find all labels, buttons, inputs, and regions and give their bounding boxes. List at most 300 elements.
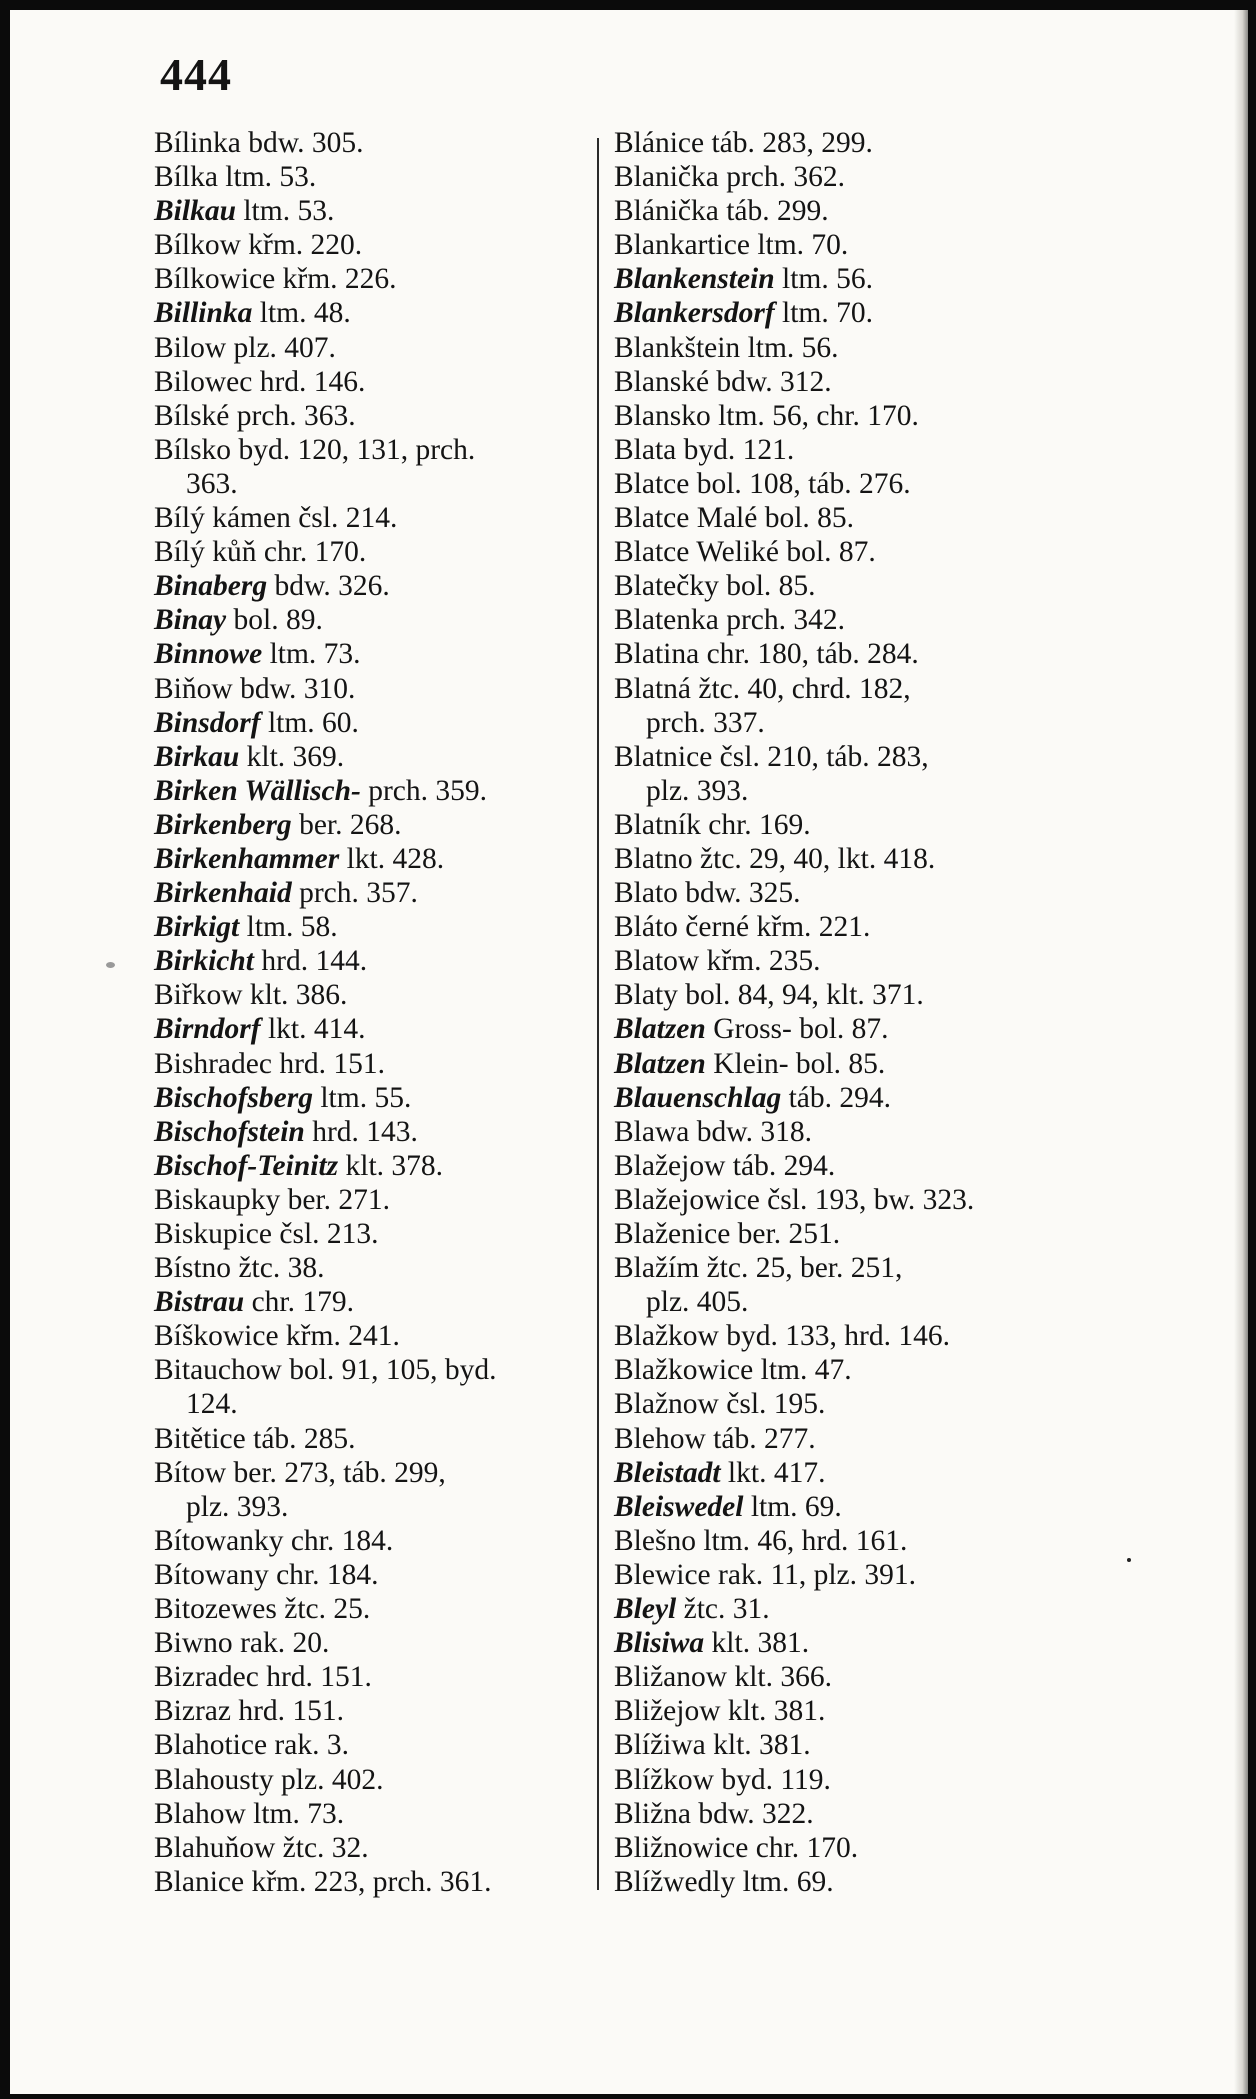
index-entry bbox=[614, 672, 1044, 706]
entry-name: Blankersdorf bbox=[614, 297, 775, 330]
entry-name: Blížwedly bbox=[614, 1865, 736, 1898]
entry-name: Blatná bbox=[614, 672, 692, 705]
entry-name: Blahotice bbox=[154, 1729, 268, 1762]
entry-name: Bitětice bbox=[154, 1422, 246, 1455]
entry-name: Birkau bbox=[154, 740, 240, 773]
entry-name: Bílý kámen bbox=[154, 502, 291, 535]
entry-name: Bischof-Teinitz bbox=[154, 1149, 339, 1182]
entry-reference: táb. 285. bbox=[245, 1422, 356, 1455]
entry-name: Blažkowice bbox=[614, 1354, 754, 1387]
entry-name: Bitozewes bbox=[154, 1593, 277, 1626]
index-entry bbox=[614, 535, 1044, 569]
index-entry bbox=[614, 331, 1044, 365]
index-entry bbox=[154, 1763, 584, 1797]
index-entry bbox=[614, 1081, 1044, 1115]
entry-name: Blížiwa bbox=[614, 1729, 706, 1762]
entry-name: Bílkowice bbox=[154, 263, 276, 296]
entry-reference: ber. 251. bbox=[730, 1218, 841, 1250]
index-entry bbox=[614, 1490, 1044, 1524]
entry-name: Birkenhaid bbox=[154, 877, 292, 910]
entry-reference: bdw. 326. bbox=[267, 570, 390, 603]
entry-reference: křm. 223, prch. 361. bbox=[244, 1865, 492, 1898]
index-entry bbox=[154, 808, 584, 842]
entry-reference: ltm. 47. bbox=[753, 1354, 852, 1387]
entry-reference: byd. 121. bbox=[676, 433, 795, 466]
entry-name: Blewice bbox=[614, 1558, 711, 1591]
entry-name: Biňow bbox=[154, 672, 233, 705]
entry-reference: bol. 85. bbox=[757, 502, 855, 535]
entry-reference: hrd. 143. bbox=[304, 1115, 418, 1148]
index-entry bbox=[614, 1831, 1044, 1865]
index-entry bbox=[614, 1524, 1044, 1558]
entry-name: Bližna bbox=[614, 1797, 692, 1830]
index-entry bbox=[614, 1797, 1044, 1831]
entry-reference: klt. 386. bbox=[242, 979, 348, 1012]
entry-reference: čsl. 193, bw. 323. bbox=[759, 1183, 975, 1216]
index-entry bbox=[614, 194, 1044, 228]
entry-name: Birkicht bbox=[154, 945, 254, 978]
entry-name: Blankštein bbox=[614, 331, 741, 364]
index-entry-continuation bbox=[614, 774, 1044, 808]
index-entry bbox=[154, 672, 584, 706]
index-entry bbox=[614, 1728, 1044, 1762]
index-entry bbox=[154, 1694, 584, 1728]
index-entry bbox=[614, 1558, 1044, 1592]
entry-reference: bdw. 322. bbox=[691, 1797, 814, 1830]
index-entry bbox=[614, 1626, 1044, 1660]
entry-name: Blauenschlag bbox=[614, 1081, 782, 1114]
entry-reference: rak. 20. bbox=[232, 1627, 330, 1660]
entry-name: Billinka bbox=[154, 297, 253, 330]
entry-reference: prch. 337. bbox=[646, 706, 765, 739]
entry-reference: rak. 11, plz. 391. bbox=[710, 1558, 917, 1591]
entry-reference: žtc. 25, ber. 251, bbox=[699, 1252, 903, 1285]
index-entry bbox=[614, 1149, 1044, 1183]
entry-reference: křm. 235. bbox=[699, 945, 821, 978]
index-entry bbox=[154, 1285, 584, 1319]
index-entry bbox=[154, 1047, 584, 1081]
entry-name: Bítowanky bbox=[154, 1524, 284, 1557]
entry-reference: čsl. 214. bbox=[290, 502, 398, 535]
entry-reference: ltm. 55. bbox=[312, 1081, 412, 1114]
index-entry bbox=[614, 910, 1044, 944]
index-entry bbox=[614, 433, 1044, 467]
entry-reference: hrd. 151. bbox=[230, 1695, 345, 1728]
index-column-right bbox=[614, 126, 1044, 1899]
index-entry bbox=[154, 1660, 584, 1694]
index-entry bbox=[614, 603, 1044, 637]
index-entry bbox=[154, 978, 584, 1012]
entry-name: Blata bbox=[614, 433, 677, 466]
entry-reference: žtc. 40, chrd. 182, bbox=[691, 672, 911, 705]
entry-reference: žtc. 32. bbox=[275, 1831, 369, 1864]
index-entry-continuation bbox=[614, 706, 1044, 740]
entry-reference: 124. bbox=[186, 1388, 238, 1421]
entry-reference: ltm. 56. bbox=[740, 331, 839, 364]
entry-reference: hrd. 144. bbox=[254, 945, 368, 978]
index-entry bbox=[614, 1763, 1044, 1797]
entry-reference: bol. 84, 94, klt. 371. bbox=[677, 979, 924, 1012]
entry-name: Bítow bbox=[154, 1456, 227, 1489]
index-entry bbox=[154, 126, 584, 160]
entry-name: Biskaupky bbox=[154, 1183, 281, 1216]
index-entry bbox=[614, 467, 1044, 501]
index-entry bbox=[614, 126, 1044, 160]
entry-reference: hrd. 151. bbox=[258, 1661, 372, 1694]
entry-reference: klt. 381. bbox=[720, 1695, 826, 1728]
entry-reference: klt. 381. bbox=[705, 1729, 811, 1762]
index-entry bbox=[154, 1183, 584, 1217]
entry-name: Blánička bbox=[614, 195, 719, 228]
index-entry bbox=[154, 1217, 584, 1251]
entry-reference: hrd. 151. bbox=[271, 1047, 386, 1080]
entry-name: Biskupice bbox=[154, 1218, 272, 1250]
index-entry bbox=[154, 501, 584, 535]
index-entry bbox=[154, 774, 584, 808]
entry-reference: křm. 221. bbox=[749, 911, 871, 944]
index-entry bbox=[614, 262, 1044, 296]
page-number: 444 bbox=[160, 49, 232, 100]
entry-name: Blatce Malé bbox=[614, 502, 758, 535]
index-entry bbox=[614, 637, 1044, 671]
index-entry bbox=[154, 603, 584, 637]
entry-reference: ltm. 46, hrd. 161. bbox=[695, 1524, 908, 1557]
entry-name: Bistrau bbox=[154, 1286, 245, 1319]
index-entry bbox=[154, 1797, 584, 1831]
index-entry bbox=[154, 365, 584, 399]
entry-name: Bizraz bbox=[154, 1695, 231, 1728]
index-entry bbox=[614, 876, 1044, 910]
entry-name: Blatník bbox=[614, 808, 701, 841]
entry-reference: táb. 299. bbox=[718, 195, 829, 228]
entry-name: Bílý kůň bbox=[154, 536, 257, 569]
entry-name: Blansko bbox=[614, 399, 711, 432]
entry-reference: křm. 226. bbox=[275, 263, 397, 296]
entry-reference: chr. 169. bbox=[700, 808, 811, 841]
index-entry bbox=[154, 1012, 584, 1046]
entry-reference: bdw. 305. bbox=[240, 127, 364, 159]
index-entry bbox=[154, 1319, 584, 1353]
entry-reference: chr. 170. bbox=[748, 1831, 859, 1864]
entry-reference: křm. 241. bbox=[278, 1320, 400, 1353]
index-entry bbox=[614, 399, 1044, 433]
entry-name: Blažejow bbox=[614, 1149, 726, 1182]
entry-reference: bol. 85. bbox=[718, 570, 816, 603]
index-entry bbox=[614, 842, 1044, 876]
index-entry bbox=[614, 978, 1044, 1012]
entry-reference: bol. 89. bbox=[226, 604, 323, 637]
entry-name: Blížkow bbox=[614, 1763, 714, 1796]
entry-reference: táb. 283, 299. bbox=[704, 127, 873, 159]
entry-name: Bilkau bbox=[154, 195, 236, 228]
index-entry bbox=[154, 433, 584, 467]
ink-speck bbox=[106, 962, 115, 968]
entry-reference: křm. 220. bbox=[240, 229, 363, 262]
entry-name: Bláto černé bbox=[614, 911, 750, 944]
index-entry bbox=[614, 1012, 1044, 1046]
entry-reference: žtc. 29, 40, lkt. 418. bbox=[692, 842, 936, 875]
entry-name: Blešno bbox=[614, 1524, 696, 1557]
index-entry bbox=[154, 1831, 584, 1865]
entry-name: Binsdorf bbox=[154, 706, 261, 739]
entry-reference: žtc. 38. bbox=[231, 1252, 325, 1285]
entry-name: Blatnice bbox=[614, 740, 713, 773]
index-entry bbox=[154, 160, 584, 194]
entry-name: Blažkow bbox=[614, 1320, 719, 1353]
index-entry bbox=[614, 160, 1044, 194]
entry-reference: chr. 170. bbox=[256, 536, 367, 569]
entry-name: Birndorf bbox=[154, 1013, 261, 1046]
entry-reference: chr. 180, táb. 284. bbox=[699, 638, 919, 671]
entry-name: Bischofsberg bbox=[154, 1081, 313, 1114]
entry-name: Birkenberg bbox=[154, 808, 292, 841]
entry-name: Biřkow bbox=[154, 979, 243, 1012]
entry-reference: ber. 273, táb. 299, bbox=[226, 1456, 446, 1489]
entry-name: Bilowec bbox=[154, 365, 253, 398]
index-entry bbox=[154, 1728, 584, 1762]
entry-reference: ltm. 58. bbox=[239, 911, 338, 944]
entry-name: Binay bbox=[154, 604, 227, 637]
entry-reference: bdw. 310. bbox=[232, 672, 356, 705]
entry-reference: Klein- bol. 85. bbox=[705, 1047, 886, 1080]
entry-name: Blahuňow bbox=[154, 1831, 276, 1864]
index-entry bbox=[154, 399, 584, 433]
entry-reference: ltm. 73. bbox=[262, 638, 361, 671]
index-entry-continuation bbox=[614, 1285, 1044, 1319]
entry-reference: žtc. 31. bbox=[676, 1593, 770, 1626]
entry-name: Bleistadt bbox=[614, 1456, 721, 1489]
entry-name: Blato bbox=[614, 877, 678, 910]
index-entry bbox=[614, 1183, 1044, 1217]
entry-name: Bitauchow bbox=[154, 1354, 282, 1387]
entry-name: Bilow bbox=[154, 331, 227, 364]
index-entry bbox=[154, 876, 584, 910]
entry-reference: čsl. 213. bbox=[272, 1218, 379, 1250]
entry-name: Bílkow bbox=[154, 229, 241, 262]
entry-name: Blažím bbox=[614, 1252, 700, 1285]
index-entry bbox=[614, 1660, 1044, 1694]
entry-name: Blánice bbox=[614, 127, 705, 159]
index-entry-continuation bbox=[154, 1387, 584, 1421]
entry-name: Binaberg bbox=[154, 570, 268, 603]
entry-name: Blatina bbox=[614, 638, 700, 671]
index-entry bbox=[154, 228, 584, 262]
entry-name: Bílské bbox=[154, 399, 230, 432]
entry-reference: ltm. 53. bbox=[235, 195, 335, 228]
index-entry bbox=[154, 296, 584, 330]
entry-name: Bístno bbox=[154, 1252, 232, 1285]
entry-reference: táb. 277. bbox=[705, 1422, 816, 1455]
entry-reference: bol. 87. bbox=[779, 536, 876, 569]
entry-reference: plz. 407. bbox=[226, 331, 336, 364]
entry-reference: žtc. 25. bbox=[276, 1593, 371, 1626]
entry-reference: ltm. 53. bbox=[217, 161, 317, 194]
entry-name: Blatno bbox=[614, 842, 693, 875]
entry-reference: bol. 91, 105, byd. bbox=[281, 1354, 497, 1387]
entry-reference: ltm. 48. bbox=[252, 297, 351, 330]
page-edge bbox=[1234, 10, 1248, 2094]
index-entry bbox=[614, 1592, 1044, 1626]
entry-name: Blankenstein bbox=[614, 263, 775, 296]
entry-name: Blatzen bbox=[614, 1013, 706, 1046]
entry-reference: plz. 405. bbox=[646, 1286, 749, 1319]
index-entry bbox=[614, 1422, 1044, 1456]
entry-reference: čsl. 195. bbox=[718, 1388, 826, 1421]
index-entry bbox=[154, 262, 584, 296]
index-entry bbox=[154, 910, 584, 944]
entry-name: Bizradec bbox=[154, 1661, 259, 1694]
index-entry bbox=[614, 1115, 1044, 1149]
entry-reference: táb. 294. bbox=[725, 1149, 836, 1182]
index-entry bbox=[154, 1081, 584, 1115]
entry-reference: ltm. 56, chr. 170. bbox=[710, 399, 919, 432]
entry-reference: čsl. 210, táb. 283, bbox=[712, 740, 929, 773]
entry-reference: ltm. 70. bbox=[774, 297, 873, 330]
entry-reference: lkt. 417. bbox=[720, 1456, 826, 1489]
entry-reference: prch. 342. bbox=[718, 604, 846, 637]
entry-name: Bischofstein bbox=[154, 1115, 305, 1148]
column-divider bbox=[597, 138, 599, 1890]
entry-name: Blahousty bbox=[154, 1763, 274, 1796]
index-entry bbox=[154, 740, 584, 774]
entry-reference: rak. 3. bbox=[267, 1729, 349, 1762]
index-entry-continuation bbox=[154, 467, 584, 501]
entry-name: Birkenhammer bbox=[154, 842, 340, 875]
book-page bbox=[10, 10, 1248, 2094]
index-entry bbox=[154, 1456, 584, 1490]
entry-name: Bližanow bbox=[614, 1661, 728, 1694]
entry-reference: klt. 369. bbox=[239, 740, 345, 773]
entry-name: Bleiswedel bbox=[614, 1490, 744, 1523]
index-entry bbox=[614, 296, 1044, 330]
entry-reference: prch. 357. bbox=[291, 877, 418, 910]
index-entry bbox=[154, 1251, 584, 1285]
index-entry bbox=[154, 1592, 584, 1626]
entry-reference: hrd. 146. bbox=[252, 365, 366, 398]
entry-name: Blatečky bbox=[614, 570, 719, 603]
entry-reference: ber. 268. bbox=[291, 808, 402, 841]
entry-name: Blawa bbox=[614, 1115, 690, 1148]
index-entry bbox=[154, 1422, 584, 1456]
entry-reference: bol. 108, táb. 276. bbox=[689, 467, 911, 500]
ink-speck bbox=[1127, 1558, 1131, 1562]
entry-reference: ltm. 60. bbox=[260, 706, 359, 739]
index-entry bbox=[154, 1524, 584, 1558]
entry-reference: klt. 381. bbox=[704, 1627, 810, 1660]
entry-reference: plz. 402. bbox=[273, 1763, 384, 1796]
entry-name: Blanice bbox=[154, 1865, 245, 1898]
index-entry bbox=[154, 1353, 584, 1387]
index-entry bbox=[614, 569, 1044, 603]
entry-name: Binnowe bbox=[154, 638, 263, 671]
entry-reference: chr. 179. bbox=[244, 1286, 354, 1319]
entry-reference: táb. 294. bbox=[781, 1081, 892, 1114]
index-entry bbox=[154, 842, 584, 876]
index-entry bbox=[154, 331, 584, 365]
entry-name: Bílinka bbox=[154, 127, 241, 159]
entry-name: Bítowany bbox=[154, 1558, 269, 1591]
entry-name: Birken Wällisch- bbox=[154, 774, 361, 807]
index-entry bbox=[154, 1865, 584, 1899]
entry-name: Bleyl bbox=[614, 1593, 677, 1626]
index-entry bbox=[154, 569, 584, 603]
index-entry bbox=[614, 365, 1044, 399]
index-entry bbox=[614, 808, 1044, 842]
entry-name: Blankartice bbox=[614, 229, 750, 262]
index-entry bbox=[614, 228, 1044, 262]
index-entry bbox=[154, 1115, 584, 1149]
index-entry bbox=[614, 1353, 1044, 1387]
entry-reference: byd. 119. bbox=[713, 1763, 831, 1796]
entry-reference: plz. 393. bbox=[646, 774, 749, 807]
entry-reference: klt. 366. bbox=[727, 1661, 832, 1694]
entry-name: Blatce bbox=[614, 467, 690, 500]
entry-name: Blisiwa bbox=[614, 1627, 705, 1660]
entry-reference: plz. 393. bbox=[186, 1490, 289, 1523]
index-entry bbox=[614, 1319, 1044, 1353]
entry-name: Biwno bbox=[154, 1627, 233, 1660]
index-entry bbox=[154, 944, 584, 978]
index-column-left bbox=[154, 126, 584, 1899]
index-entry bbox=[154, 1626, 584, 1660]
entry-name: Bílka bbox=[154, 161, 218, 194]
entry-reference: chr. 184. bbox=[283, 1524, 394, 1557]
index-entry bbox=[614, 1694, 1044, 1728]
entry-name: Blehow bbox=[614, 1422, 706, 1455]
entry-name: Bližnowice bbox=[614, 1831, 749, 1864]
entry-name: Blanské bbox=[614, 365, 710, 398]
entry-name: Bílsko bbox=[154, 433, 232, 466]
entry-name: Blaty bbox=[614, 979, 678, 1012]
entry-reference: ltm. 70. bbox=[749, 229, 849, 262]
entry-name: Blanička bbox=[614, 161, 719, 194]
entry-reference: ltm. 69. bbox=[743, 1490, 842, 1523]
entry-reference: prch. 359. bbox=[360, 774, 487, 807]
entry-name: Blatow bbox=[614, 945, 700, 978]
index-entry bbox=[154, 1558, 584, 1592]
entry-reference: Gross- bol. 87. bbox=[705, 1013, 889, 1046]
index-entry bbox=[614, 1456, 1044, 1490]
index-entry bbox=[614, 501, 1044, 535]
entry-name: Bližejow bbox=[614, 1695, 721, 1728]
entry-reference: lkt. 428. bbox=[339, 842, 445, 875]
entry-reference: lkt. 414. bbox=[260, 1013, 366, 1046]
entry-reference: ltm. 69. bbox=[735, 1865, 834, 1898]
entry-name: Bíškowice bbox=[154, 1320, 279, 1353]
index-entry bbox=[154, 194, 584, 228]
entry-reference: chr. 184. bbox=[268, 1558, 379, 1591]
entry-name: Birkigt bbox=[154, 911, 240, 944]
index-entry bbox=[614, 1047, 1044, 1081]
entry-reference: ltm. 56. bbox=[774, 263, 873, 296]
entry-reference: bdw. 312. bbox=[709, 365, 832, 398]
entry-name: Blahow bbox=[154, 1797, 246, 1830]
entry-reference: byd. 133, hrd. 146. bbox=[718, 1320, 950, 1353]
entry-reference: ber. 271. bbox=[280, 1183, 390, 1216]
entry-name: Blatce Weliké bbox=[614, 536, 780, 569]
entry-reference: prch. 363. bbox=[229, 399, 356, 432]
index-entry bbox=[154, 535, 584, 569]
index-entry-continuation bbox=[154, 1490, 584, 1524]
entry-reference: prch. 362. bbox=[718, 161, 846, 194]
entry-name: Blažejowice bbox=[614, 1183, 760, 1216]
entry-reference: ltm. 73. bbox=[245, 1797, 345, 1830]
entry-name: Blatzen bbox=[614, 1047, 706, 1080]
entry-reference: bdw. 325. bbox=[677, 877, 801, 910]
index-entry bbox=[154, 1149, 584, 1183]
index-entry bbox=[614, 1387, 1044, 1421]
index-entry bbox=[614, 1251, 1044, 1285]
